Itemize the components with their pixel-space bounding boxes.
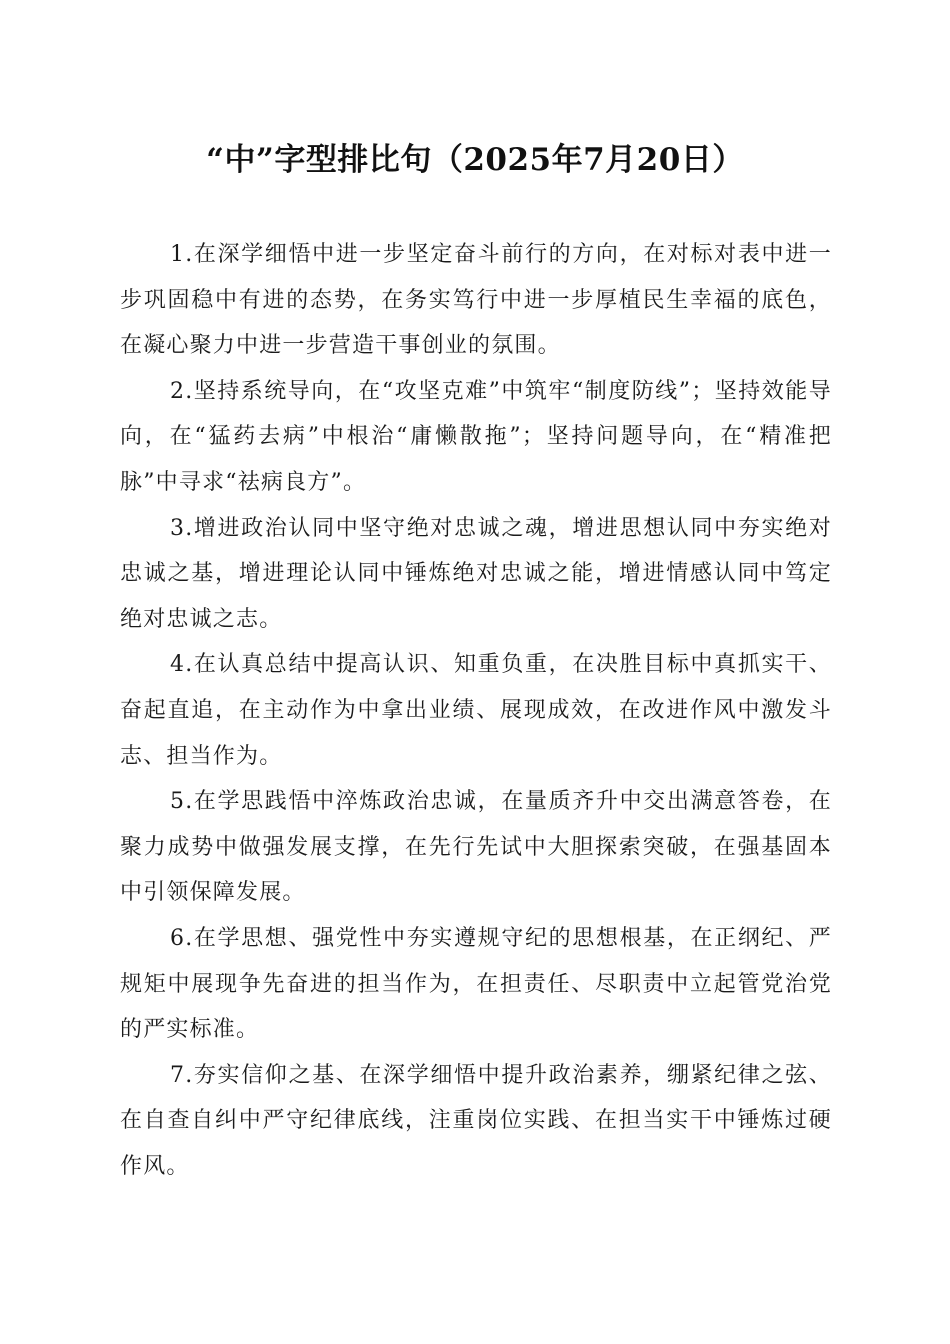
paragraph-7: 7.夯实信仰之基、在深学细悟中提升政治素养，绷紧纪律之弦、在自查自纠中严守纪律底线，注重岗位实践、在担当实干中锤炼过硬作风。 (120, 1062, 832, 1179)
document-body (120, 232, 832, 1189)
paragraph-2: 2.坚持系统导向，在“攻坚克难”中筑牢“制度防线”；坚持效能导向，在“猛药去病”中根治“庸懒散拖”；坚持问题导向，在“精准把脉”中寻求“祛病良方”。 (120, 378, 832, 495)
paragraph-5: 5.在学思践悟中淬炼政治忠诚，在量质齐升中交出满意答卷，在聚力成势中做强发展支撑，在先行先试中大胆探索突破，在强基固本中引领保障发展。 (120, 789, 832, 906)
paragraph-6: 6.在学思想、强党性中夯实遵规守纪的思想根基，在正纲纪、严规矩中展现争先奋进的担当作为，在担责任、尽职责中立起管党治党的严实标准。 (120, 925, 832, 1043)
paragraph-4: 4.在认真总结中提高认识、知重负重，在决胜目标中真抓实干、奋起直追，在主动作为中拿出业绩、展现成效，在改进作风中激发斗志、担当作为。 (120, 652, 832, 769)
paragraph-1: 1.在深学细悟中进一步坚定奋斗前行的方向，在对标对表中进一步巩固稳中有进的态势，在务实笃行中进一步厚植民生幸福的底色，在凝心聚力中进一步营造干事创业的氛围。 (120, 242, 832, 359)
document-title: “中”字型排比句（2025年7月20日） (206, 142, 744, 178)
paragraph-3: 3.增进政治认同中坚守绝对忠诚之魂，增进思想认同中夯实绝对忠诚之基，增进理论认同中锤炼绝对忠诚之能，增进情感认同中笃定绝对忠诚之志。 (120, 515, 832, 632)
